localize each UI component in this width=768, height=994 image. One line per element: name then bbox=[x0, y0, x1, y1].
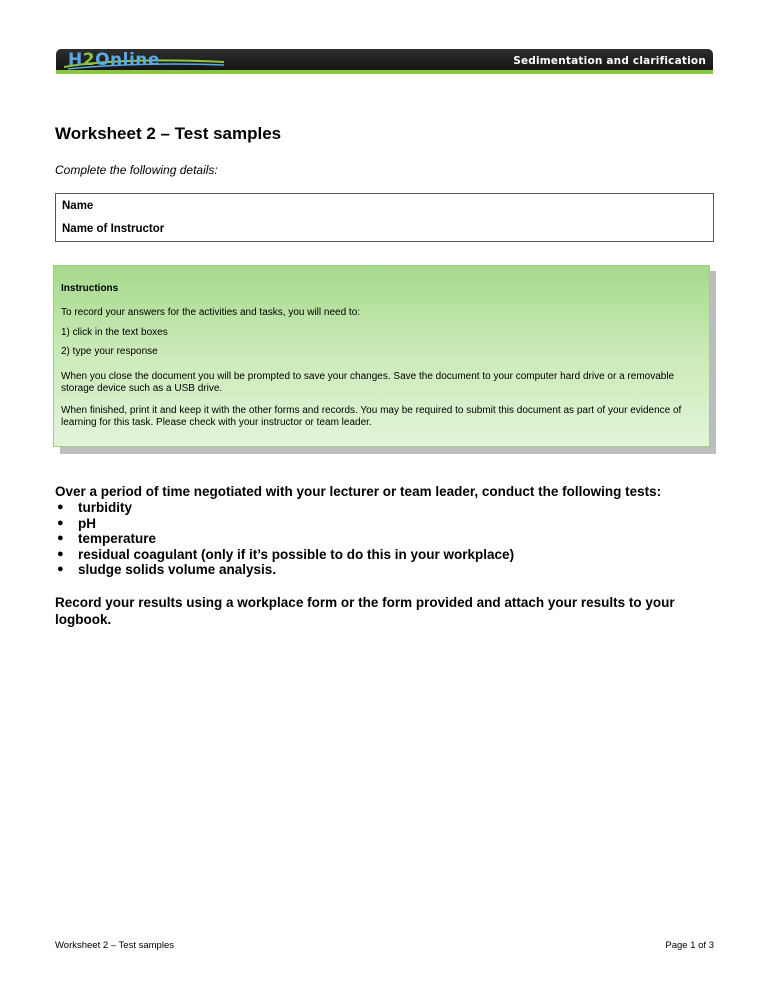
test-list bbox=[55, 500, 514, 578]
list-item bbox=[55, 516, 514, 532]
h2online-logo bbox=[68, 50, 160, 70]
logo-digit: 2 bbox=[82, 50, 96, 70]
list-item bbox=[55, 547, 514, 563]
page-title: Worksheet 2 – Test samples bbox=[55, 124, 282, 143]
module-title: Sedimentation and clarification bbox=[513, 55, 706, 67]
bullet-icon: ● bbox=[57, 516, 64, 529]
logo-prefix: H bbox=[68, 50, 83, 70]
test-item-label: residual coagulant (only if it’s possible to do this in your workplace) bbox=[78, 546, 515, 562]
bullet-icon: ● bbox=[57, 532, 64, 544]
details-box bbox=[55, 193, 714, 242]
instructions-step-1: 1) click in the text boxes bbox=[61, 327, 168, 338]
instructor-name-label: Name of Instructor bbox=[62, 223, 165, 235]
complete-prompt: Complete the following details: bbox=[55, 163, 218, 177]
bullet-icon: ● bbox=[57, 547, 64, 560]
test-item-label: pH bbox=[78, 515, 96, 531]
task-intro: Over a period of time negotiated with your lecturer or team leader, conduct the following tests: bbox=[55, 484, 662, 499]
record-instruction: Record your results using a workplace form or the form provided and attach your results to your logbook. bbox=[55, 595, 675, 627]
instructions-heading: Instructions bbox=[61, 283, 119, 294]
instructions-save-paragraph: When you close the document you will be prompted to save your changes. Save the document to your computer hard drive or a removable storage device such as a USB drive. bbox=[61, 371, 675, 394]
test-item-label: temperature bbox=[78, 531, 157, 546]
instructions-box bbox=[53, 265, 710, 447]
list-item bbox=[55, 531, 514, 547]
footer-page-number: Page 1 of 3 bbox=[665, 940, 714, 951]
instructions-print-paragraph: When finished, print it and keep it with the other forms and records. You may be required to submit this document as part of your evidence of learning for this task. Please check with your instructor or team leader. bbox=[61, 405, 682, 428]
test-item-label: sludge solids volume analysis. bbox=[78, 562, 277, 577]
footer-document-title: Worksheet 2 – Test samples bbox=[55, 940, 174, 951]
list-item bbox=[55, 500, 514, 516]
list-item bbox=[55, 562, 514, 578]
logo-suffix: Online bbox=[95, 50, 160, 70]
instructions-step-2: 2) type your response bbox=[61, 346, 158, 357]
header-banner bbox=[56, 49, 713, 74]
bullet-icon: ● bbox=[57, 501, 64, 513]
bullet-icon: ● bbox=[57, 563, 64, 575]
instructions-intro: To record your answers for the activities and tasks, you will need to: bbox=[61, 307, 361, 318]
test-item-label: turbidity bbox=[78, 500, 132, 515]
name-label: Name bbox=[62, 200, 94, 212]
